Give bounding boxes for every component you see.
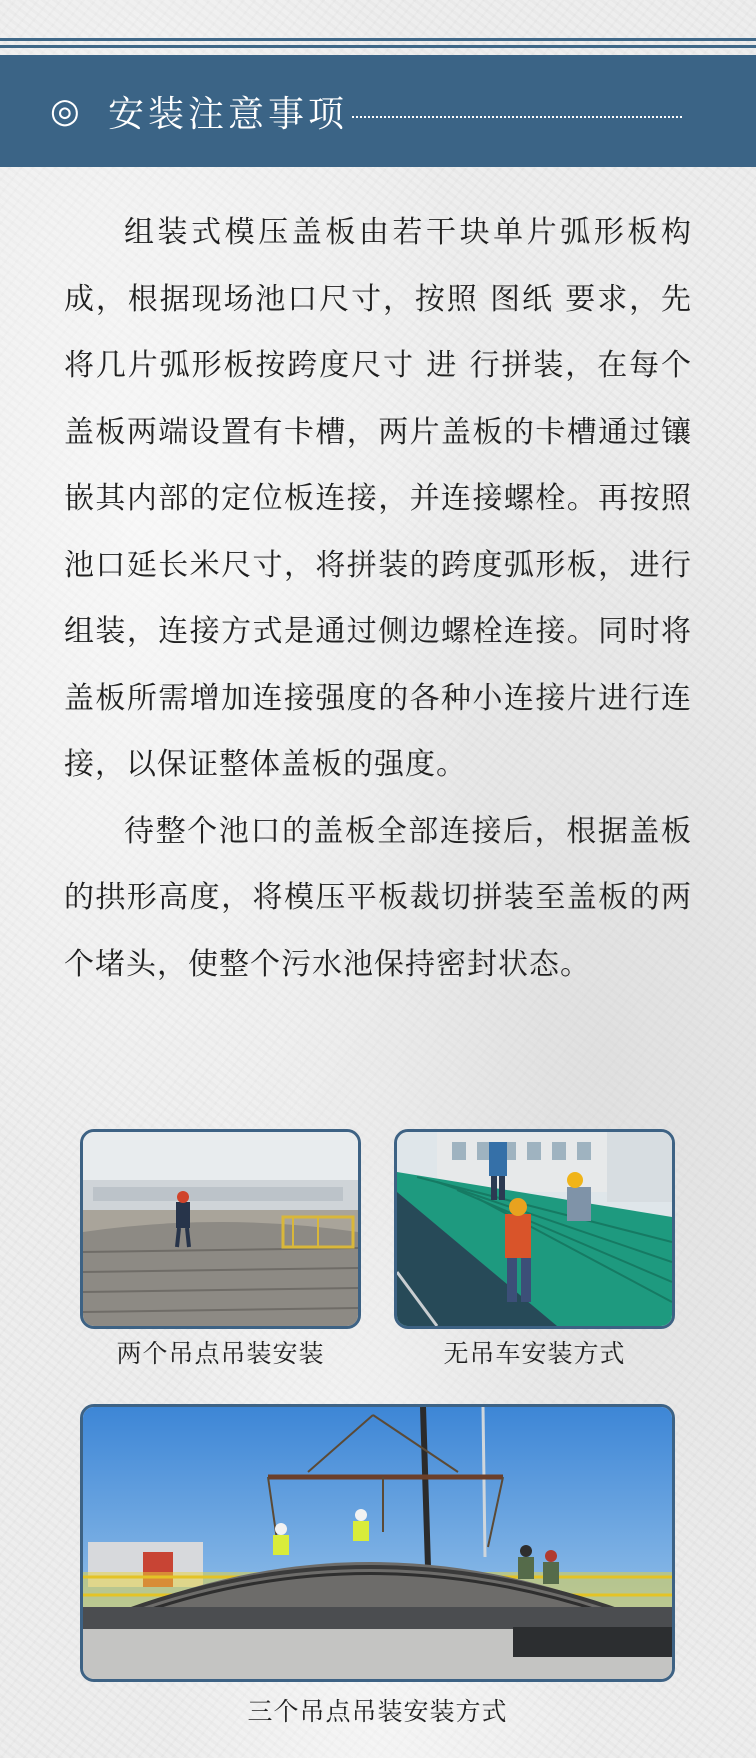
paragraph-1: 组装式模压盖板由若干块单片弧形板构成，根据现场池口尺寸，按照 图纸 要求，先将几片弧形板按跨度尺寸 进 行拼装，在每个盖板两端设置有卡槽，两片盖板的卡槽通过镶嵌其内部的定位板连接，并连接螺栓。再按照池口延长米尺寸，将拼装的跨度弧形板，进行组装，连接方式是通过侧边螺栓连接。同时将盖板所需增加连接强度的各种小连接片进行连接，以保证整体盖板的强度。 [64, 215, 692, 782]
bullseye-icon: ◎ [50, 91, 80, 131]
top-line-2 [0, 45, 756, 48]
photo-no-crane-install-image [397, 1132, 672, 1326]
caption-two-point-lifting: 两个吊点吊装安装 [116, 1339, 325, 1368]
photo-two-point-lifting-image [83, 1132, 358, 1326]
caption-no-crane-install: 无吊车安装方式 [443, 1339, 626, 1368]
photo-no-crane-install [394, 1129, 675, 1329]
photo-three-point-lifting-image [83, 1407, 672, 1679]
body-text [64, 200, 692, 998]
top-line-1 [0, 38, 756, 41]
caption-three-point-lifting: 三个吊点吊装安装方式 [247, 1697, 508, 1726]
dotted-leader [352, 116, 682, 118]
photo-two-point-lifting [80, 1129, 361, 1329]
top-decorative-lines [0, 38, 756, 48]
section-header [0, 55, 756, 167]
section-title: 安装注意事项 [108, 93, 349, 135]
photo-three-point-lifting [80, 1404, 675, 1682]
paragraph-2: 待整个池口的盖板全部连接后，根据盖板的拱形高度，将模压平板裁切拼装至盖板的两个堵头，使整个污水池保持密封状态。 [64, 813, 692, 982]
